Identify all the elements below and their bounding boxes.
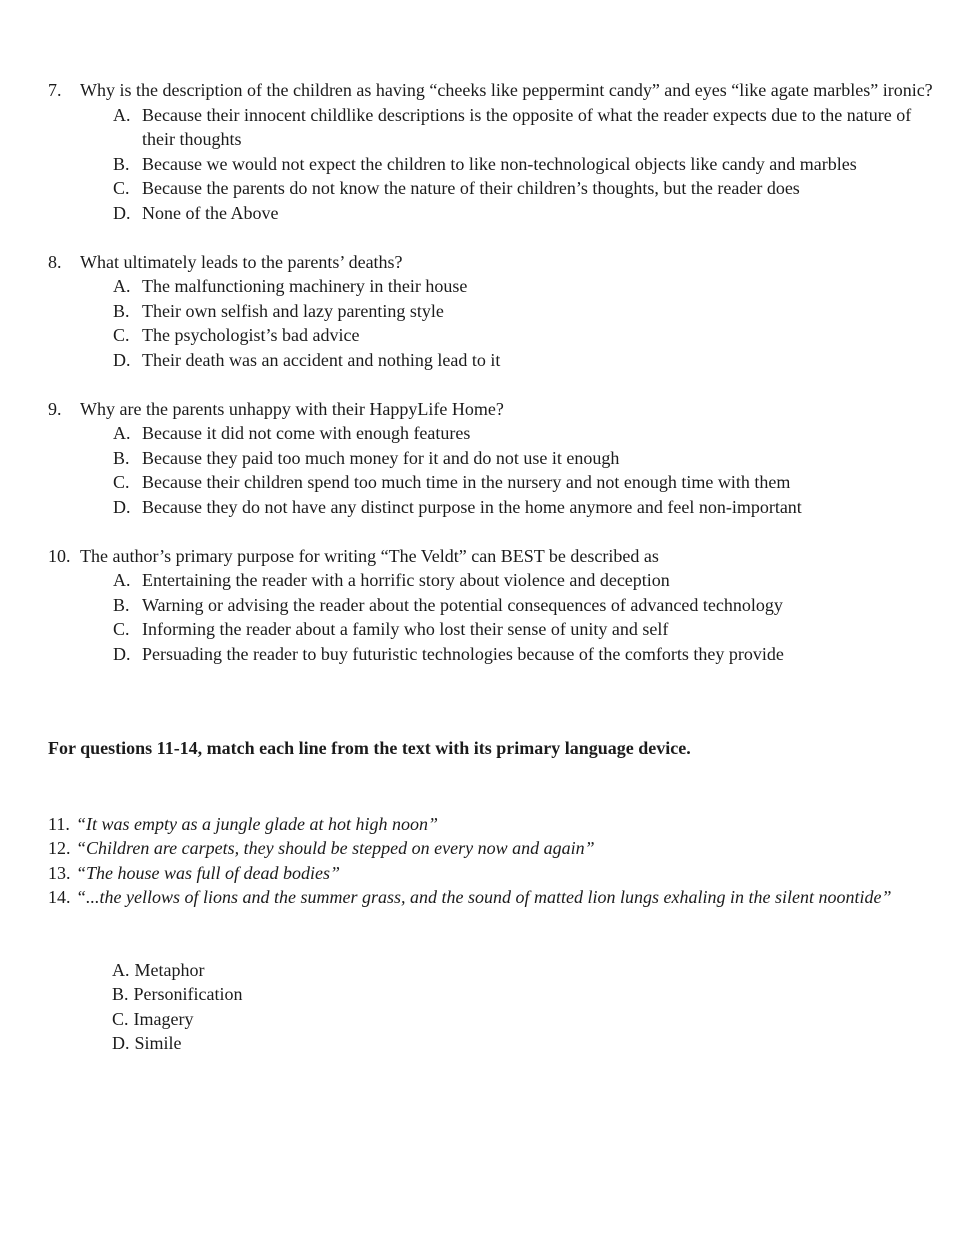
device-label: Personification <box>133 984 243 1004</box>
question-10 <box>48 544 942 667</box>
option-letter: C. <box>113 178 130 198</box>
question-9 <box>48 397 942 520</box>
matching-instruction: For questions 11-14, match each line from the text with its primary language device. <box>48 738 691 758</box>
device-label: Imagery <box>133 1008 194 1029</box>
option-text: The psychologist’s bad advice <box>142 325 360 345</box>
device-option-c <box>112 1007 942 1032</box>
question-10-option-d <box>48 642 942 667</box>
question-8-head <box>48 250 942 275</box>
option-text: Warning or advising the reader about the potential consequences of advanced technology <box>142 594 783 615</box>
question-7-option-b <box>48 152 942 177</box>
question-number: 8. <box>48 251 62 272</box>
option-letter: B. <box>113 300 130 321</box>
quote-text: “...the yellows of lions and the summer grass, and the sound of matted lion lungs exhaling in the silent noontide” <box>76 887 892 907</box>
option-letter: A. <box>113 423 131 443</box>
question-number: 10. <box>48 545 71 566</box>
question-7-option-a <box>48 103 942 152</box>
question-7-option-d <box>48 201 942 226</box>
option-letter: A. <box>113 570 131 590</box>
device-answer-list <box>48 958 942 1056</box>
question-8-option-c <box>48 323 942 348</box>
option-text: Because it did not come with enough features <box>142 423 471 443</box>
option-text: Because their children spend too much time in the nursery and not enough time with them <box>142 472 791 492</box>
quote-item-13 <box>48 861 942 886</box>
option-letter: A. <box>113 276 131 296</box>
question-8 <box>48 250 942 373</box>
option-letter: D. <box>113 202 131 223</box>
question-9-head <box>48 397 942 422</box>
quote-number: 13. <box>48 862 71 883</box>
question-7-option-c <box>48 176 942 201</box>
option-text: Because the parents do not know the nature of their children’s thoughts, but the reader does <box>142 178 800 198</box>
option-letter: B. <box>113 447 130 468</box>
option-letter: A. <box>113 104 131 125</box>
quote-number: 14. <box>48 887 71 907</box>
question-10-option-a <box>48 568 942 593</box>
question-text: Why is the description of the children as having “cheeks like peppermint candy” and eyes “like agate marbles” ironic? <box>80 80 933 100</box>
option-letter: C. <box>113 472 130 492</box>
quote-item-12 <box>48 836 942 861</box>
option-letter: B. <box>113 153 130 174</box>
option-text: Because they do not have any distinct purpose in the home anymore and feel non-important <box>142 496 802 517</box>
option-text: Because their innocent childlike descriptions is the opposite of what the reader expects due to the nature of their thoughts <box>142 104 912 149</box>
option-text: Their own selfish and lazy parenting style <box>142 300 444 321</box>
quote-item-11 <box>48 812 942 837</box>
device-letter: B. <box>112 984 129 1004</box>
device-letter: D. <box>112 1033 130 1053</box>
device-label: Metaphor <box>134 959 205 980</box>
option-letter: D. <box>113 643 131 664</box>
question-8-option-a <box>48 274 942 299</box>
option-letter: B. <box>113 594 130 615</box>
device-option-d <box>112 1031 942 1056</box>
device-option-a <box>112 958 942 983</box>
question-text: What ultimately leads to the parents’ deaths? <box>80 251 403 272</box>
quote-text: “It was empty as a jungle glade at hot high noon” <box>76 813 438 834</box>
option-text: None of the Above <box>142 202 279 223</box>
option-text: Because we would not expect the children to like non-technological objects like candy and marbles <box>142 153 857 174</box>
question-10-option-c <box>48 617 942 642</box>
question-text: Why are the parents unhappy with their HappyLife Home? <box>80 398 504 419</box>
question-number: 7. <box>48 80 62 100</box>
question-text: The author’s primary purpose for writing “The Veldt” can BEST be described as <box>80 545 659 566</box>
device-letter: A. <box>112 959 130 980</box>
option-letter: D. <box>113 496 131 517</box>
device-letter: C. <box>112 1008 129 1029</box>
question-7-head <box>48 78 942 103</box>
question-9-option-c <box>48 470 942 495</box>
question-9-option-a <box>48 421 942 446</box>
question-7 <box>48 78 942 225</box>
quote-text: “Children are carpets, they should be stepped on every now and again” <box>76 838 595 858</box>
quote-number: 12. <box>48 838 71 858</box>
quote-number: 11. <box>48 813 70 834</box>
question-10-head <box>48 544 942 569</box>
question-10-option-b <box>48 593 942 618</box>
question-9-option-d <box>48 495 942 520</box>
quote-text: “The house was full of dead bodies” <box>76 862 341 883</box>
option-letter: C. <box>113 619 130 639</box>
option-letter: C. <box>113 325 130 345</box>
device-option-b <box>112 982 942 1007</box>
question-8-option-d <box>48 348 942 373</box>
option-text: The malfunctioning machinery in their house <box>142 276 468 296</box>
question-9-option-b <box>48 446 942 471</box>
option-letter: D. <box>113 349 131 370</box>
device-label: Simile <box>134 1033 182 1053</box>
matching-quote-list <box>48 812 942 910</box>
option-text: Because they paid too much money for it and do not use it enough <box>142 447 620 468</box>
question-8-option-b <box>48 299 942 324</box>
option-text: Persuading the reader to buy futuristic technologies because of the comforts they provide <box>142 643 784 664</box>
question-number: 9. <box>48 398 62 419</box>
option-text: Entertaining the reader with a horrific story about violence and deception <box>142 570 670 590</box>
option-text: Informing the reader about a family who lost their sense of unity and self <box>142 619 669 639</box>
quote-item-14 <box>48 885 942 910</box>
option-text: Their death was an accident and nothing lead to it <box>142 349 501 370</box>
